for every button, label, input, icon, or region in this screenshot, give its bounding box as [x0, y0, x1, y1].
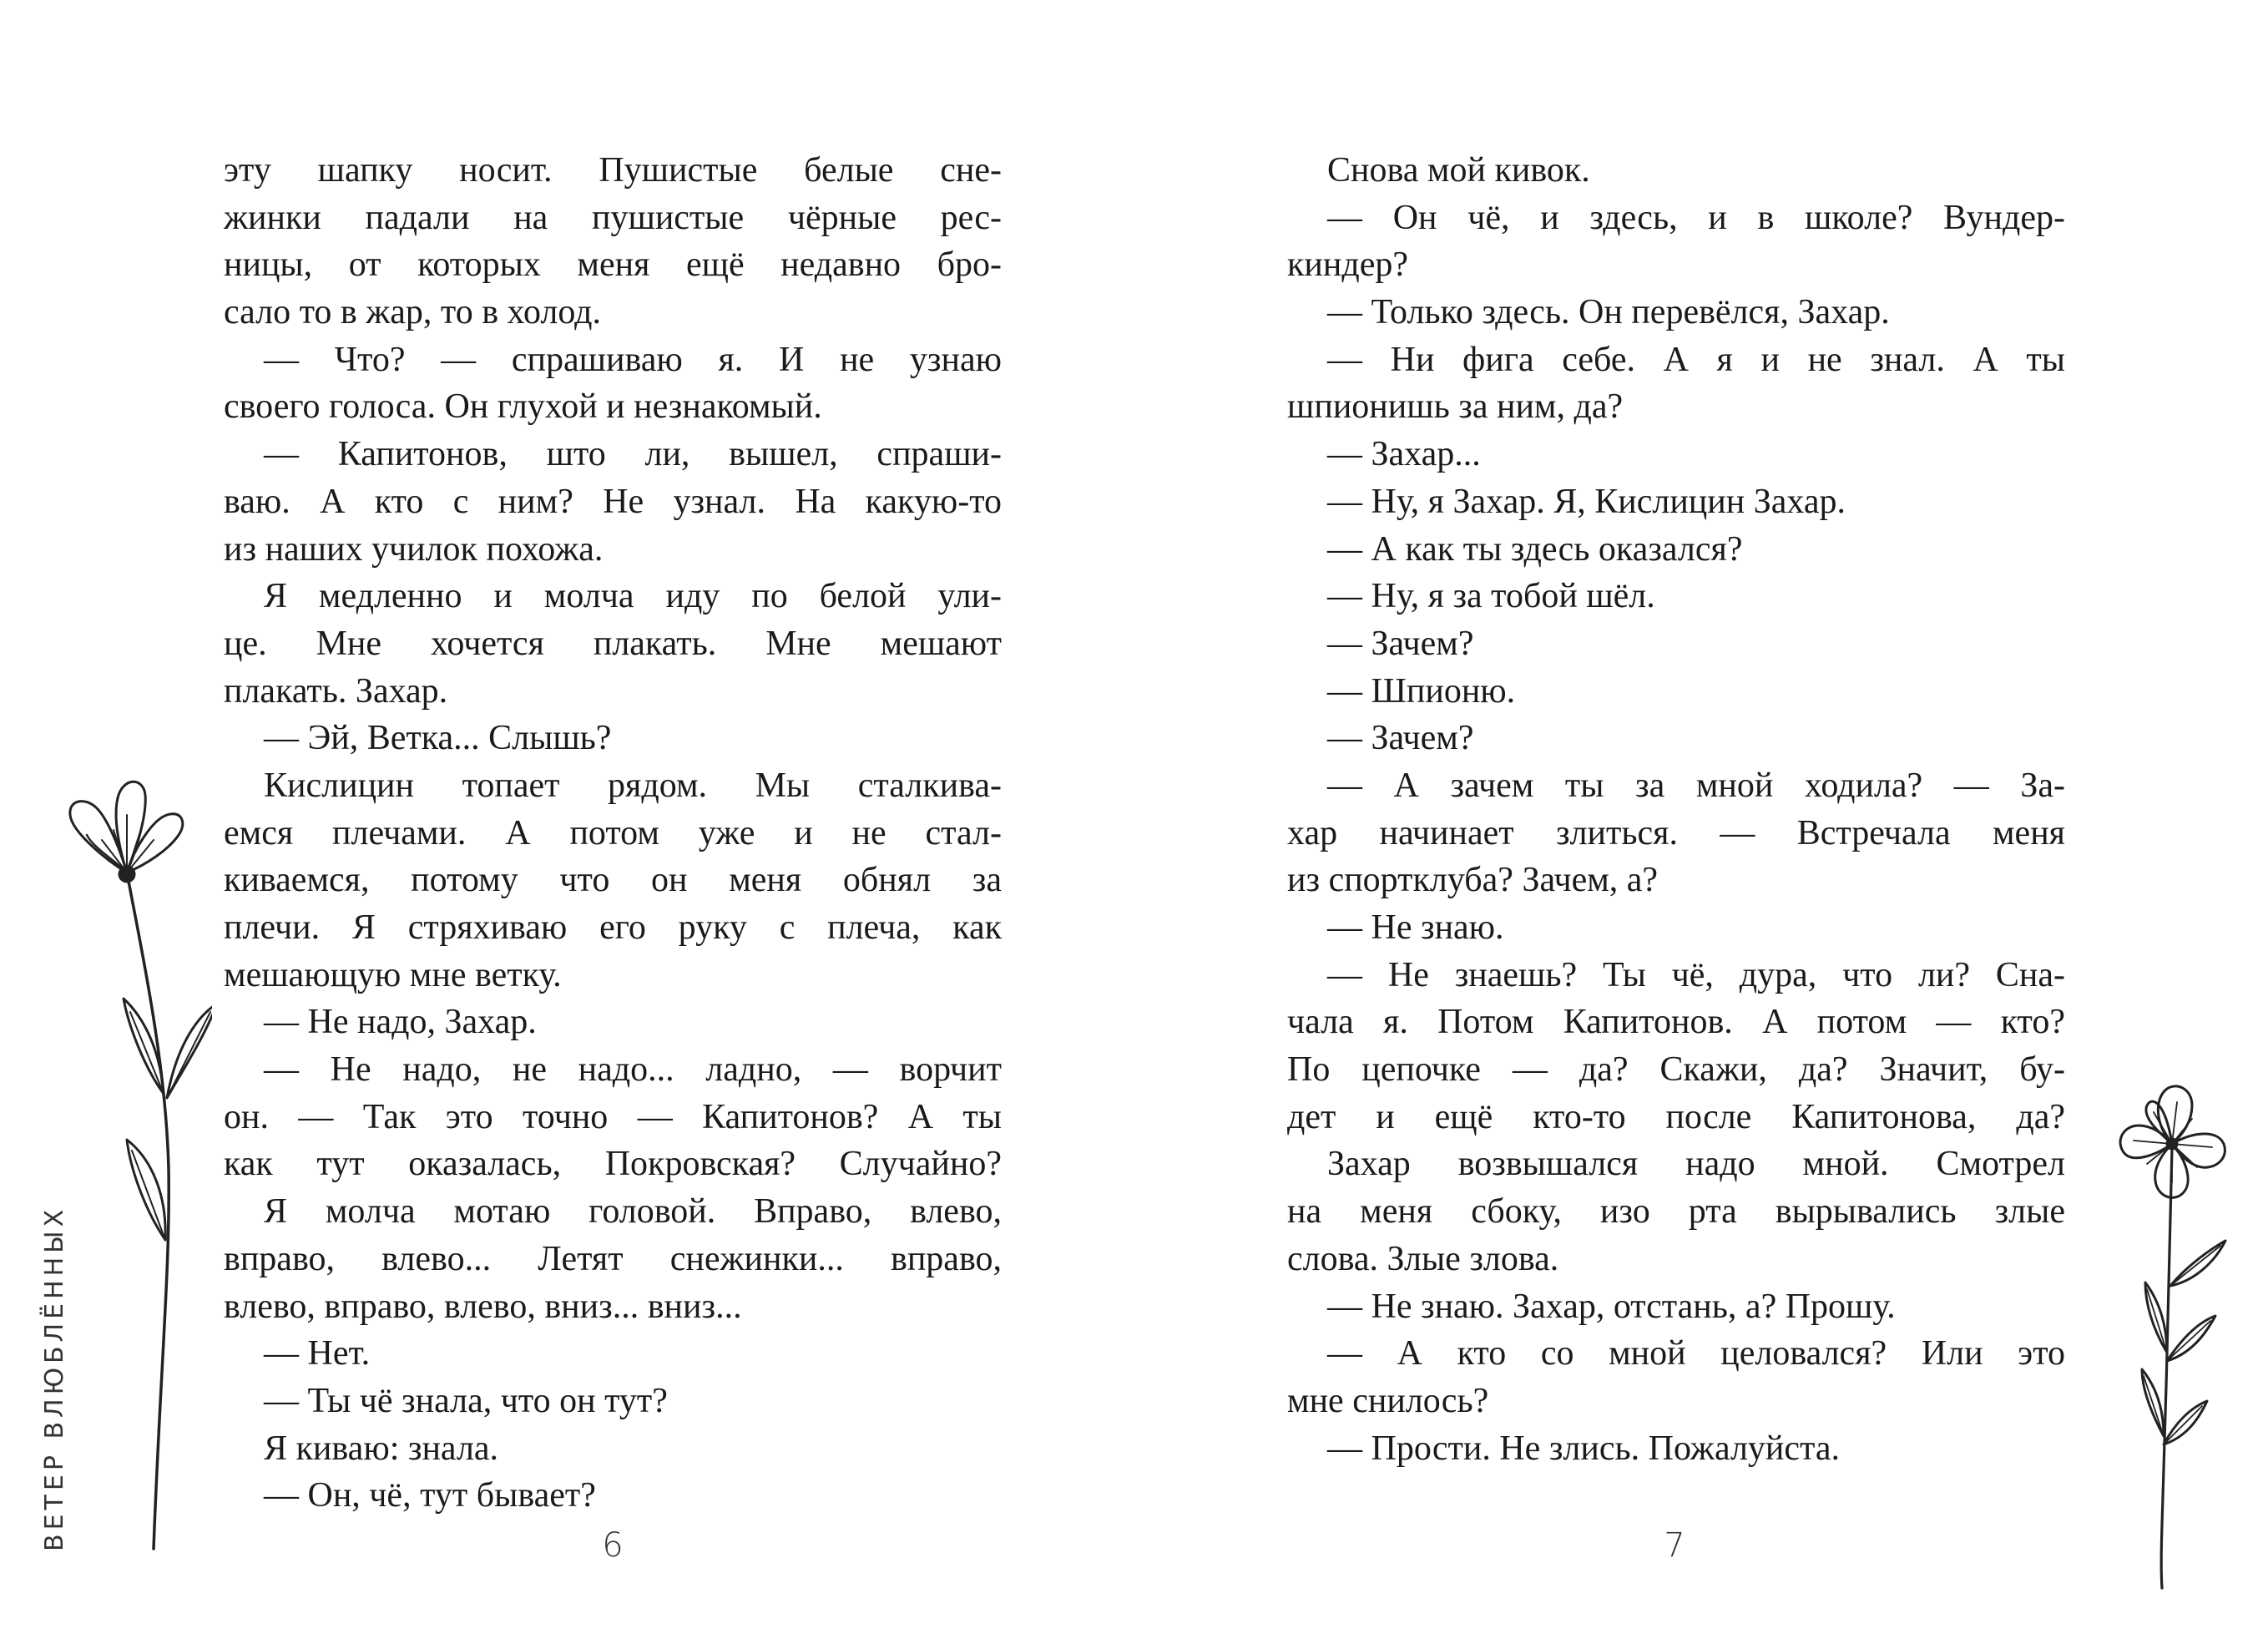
text-line: плечи. Я стряхиваю его руку с плеча, как	[224, 908, 1002, 947]
left-page-text	[224, 147, 1002, 1520]
text-line: це. Мне хочется плакать. Мне мешают	[224, 624, 1002, 663]
text-line: — Не надо, Захар.	[264, 1003, 537, 1042]
running-title: ВЕТЕР ВЛЮБЛЁННЫХ	[40, 1205, 69, 1551]
text-line: — Эй, Ветка... Слышь?	[264, 719, 612, 758]
text-line: киваемся, потому что он меня обнял за	[224, 861, 1002, 900]
text-line: своего голоса. Он глухой и незнакомый.	[224, 387, 822, 427]
text-line: Я киваю: знала.	[264, 1429, 499, 1468]
text-line: мешающую мне ветку.	[224, 955, 562, 994]
text-line: Снова мой кивок.	[1327, 151, 1590, 190]
text-line: — Захар...	[1327, 435, 1481, 474]
page-number: 6	[602, 1526, 624, 1565]
text-line: По цепочке — да? Скажи, да? Значит, бу-	[1287, 1050, 2065, 1090]
text-line: — Не знаю.	[1327, 908, 1504, 947]
text-line: шпионишь за ним, да?	[1287, 387, 1624, 427]
flower-stem-illustration-left	[20, 768, 212, 1553]
text-line: Кислицин топает рядом. Мы сталкива-	[264, 766, 1002, 805]
text-line: — Ни фига себе. А я и не знал. А ты	[1327, 340, 2065, 379]
text-line: на меня сбоку, изо рта вырывались злые	[1287, 1192, 2065, 1232]
text-line: ницы, от которых меня ещё недавно бро-	[224, 245, 1002, 285]
text-line: — Капитонов, што ли, вышел, спраши-	[264, 435, 1002, 474]
text-line: — Ты чё знала, что он тут?	[264, 1381, 668, 1420]
text-line: — Зачем?	[1327, 624, 1474, 663]
text-line: плакать. Захар.	[224, 671, 448, 711]
text-line: — Не знаю. Захар, отстань, а? Прошу.	[1327, 1287, 1896, 1326]
text-line: эту шапку носит. Пушистые белые сне-	[224, 151, 1002, 190]
text-line: дет и ещё кто-то после Капитонова, да?	[1287, 1097, 2065, 1136]
text-line: — Не надо, не надо... ладно, — ворчит	[264, 1050, 1002, 1090]
text-line: — Он чё, и здесь, и в школе? Вундер-	[1327, 198, 2065, 237]
text-line: ваю. А кто с ним? Не узнал. На какую-то	[224, 482, 1002, 521]
flower-stem-illustration-right	[2112, 1077, 2237, 1595]
text-line: из спортклуба? Зачем, а?	[1287, 861, 1659, 900]
text-line: емся плечами. А потом уже и не стал-	[224, 813, 1002, 852]
text-line: чала я. Потом Капитонов. А потом — кто?	[1287, 1003, 2065, 1042]
text-line: вправо, влево... Летят снежинки... вправо,	[224, 1239, 1002, 1278]
text-line: — А как ты здесь оказался?	[1327, 529, 1743, 569]
text-line: влево, вправо, влево, вниз... вниз...	[224, 1287, 742, 1326]
text-line: — Шпионю.	[1327, 671, 1516, 711]
text-line: — А зачем ты за мной ходила? — За-	[1327, 766, 2065, 805]
text-line: он. — Так это точно — Капитонов? А ты	[224, 1097, 1002, 1136]
text-line: мне снилось?	[1287, 1381, 1489, 1420]
text-line: — Зачем?	[1327, 719, 1474, 758]
text-line: — Нет.	[264, 1334, 371, 1373]
page-number: 7	[1664, 1526, 1685, 1565]
text-line: — Ну, я Захар. Я, Кислицин Захар.	[1327, 482, 1846, 521]
text-line: — Ну, я за тобой шёл.	[1327, 577, 1655, 616]
text-line: — Только здесь. Он перевёлся, Захар.	[1327, 293, 1890, 332]
text-line: как тут оказалась, Покровская? Случайно?	[224, 1145, 1002, 1184]
text-line: — Он, чё, тут бывает?	[264, 1476, 596, 1515]
text-line: киндер?	[1287, 245, 1409, 285]
text-line: — Не знаешь? Ты чё, дура, что ли? Сна-	[1327, 955, 2065, 994]
text-line: — А кто со мной целовался? Или это	[1327, 1334, 2065, 1373]
right-page	[1134, 0, 2268, 1644]
text-line: Я молча мотаю головой. Вправо, влево,	[264, 1192, 1002, 1232]
text-line: хар начинает злиться. — Встречала меня	[1287, 813, 2065, 852]
text-line: Захар возвышался надо мной. Смотрел	[1327, 1145, 2065, 1184]
text-line: — Что? — спрашиваю я. И не узнаю	[264, 340, 1002, 379]
text-line: жинки падали на пушистые чёрные рес-	[224, 198, 1002, 237]
text-line: — Прости. Не злись. Пожалуйста.	[1327, 1429, 1841, 1468]
text-line: сало то в жар, то в холод.	[224, 293, 602, 332]
text-line: из наших училок похожа.	[224, 529, 604, 569]
text-line: слова. Злые злова.	[1287, 1239, 1559, 1278]
right-page-text	[1287, 147, 2065, 1472]
text-line: Я медленно и молча иду по белой ули-	[264, 577, 1002, 616]
